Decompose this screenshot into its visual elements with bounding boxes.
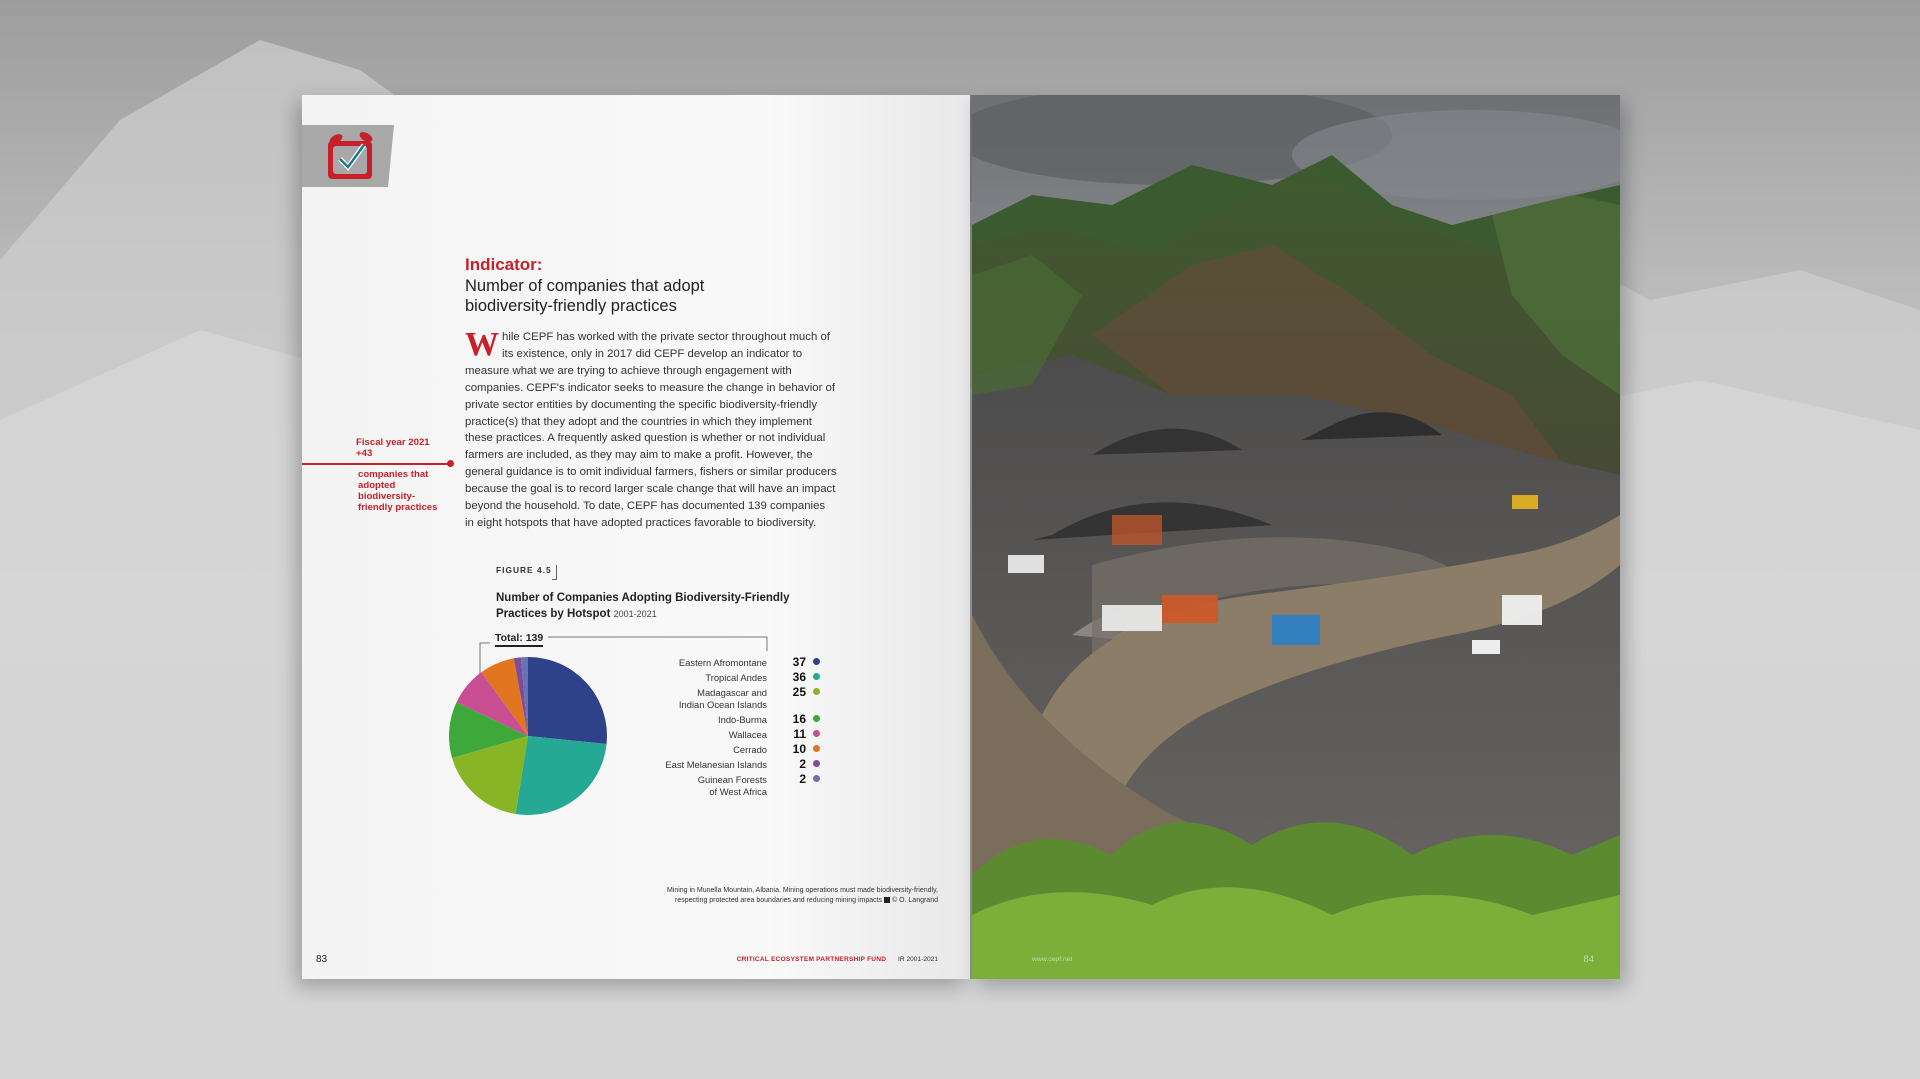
- footer-report: IR 2001-2021: [898, 956, 938, 963]
- legend-label: Eastern Afromontane: [678, 657, 767, 668]
- legend-label: Indo-Burma: [718, 714, 767, 725]
- legend-item: [620, 712, 820, 727]
- legend-value: 2: [799, 772, 806, 786]
- side-note-dot: [447, 460, 454, 467]
- legend-label-line2: Indian Ocean Islands: [678, 699, 767, 710]
- legend-item: [620, 727, 820, 742]
- side-note-year: Fiscal year 2021: [356, 437, 430, 448]
- legend-value: 16: [792, 712, 806, 726]
- legend-value: 11: [793, 727, 806, 741]
- body-text: hile CEPF has worked with the private sector throughout much of its existence, only in 2017 did CEPF develop an indicator to measure what we are trying to achieve through engagement with companies. CEPF's indicator seeks to measure the change in behavior of private sector entities by documenting the specific biodiversity-friendly practice(s) that they adopt and the countries in which they implement these practices. A frequently asked question is whether or not individual farmers are included, as they may aim to make a profit. However, the general guidance is to omit individual farmers, fishers or similar producers because the goal is to record larger scale change that will have an impact beyond the household. To date, CEPF has documented 139 companies in eight hotspots that have adopted practices favorable to biodiversity.: [465, 331, 837, 529]
- legend-item: [620, 670, 820, 685]
- left-page: [302, 95, 970, 979]
- chart-bracket-right: [548, 637, 767, 651]
- legend-value: 36: [792, 670, 806, 684]
- legend-label: Wallacea: [728, 729, 767, 740]
- legend-label-line2: of West Africa: [709, 786, 767, 797]
- legend-label: Tropical Andes: [705, 672, 767, 683]
- legend-label: Cerrado: [733, 744, 767, 755]
- pie-slice: [514, 657, 528, 736]
- photo-caption: [578, 886, 938, 906]
- legend-label-line1: Guinean Forests: [697, 774, 767, 785]
- square-icon: [884, 897, 890, 903]
- page-footer: [737, 956, 938, 963]
- page-number-left: 83: [316, 954, 328, 965]
- chart-legend: [620, 655, 820, 799]
- side-note-desc: companies that adopted biodiversity-friendly practices: [358, 469, 438, 513]
- figure-title: [496, 591, 796, 622]
- legend-item: [620, 757, 820, 772]
- pie-slices: [449, 657, 607, 815]
- legend-dot: [813, 673, 820, 680]
- caption-line2-text: respecting protected area boundaries and reducing mining impacts: [675, 897, 883, 904]
- indicator-title: Number of companies that adopt biodiversity-friendly practices: [465, 277, 705, 315]
- pie-slice: [521, 657, 528, 736]
- legend-label-line1: Madagascar and: [697, 687, 767, 698]
- legend-value: 37: [792, 655, 806, 669]
- legend-dot: [813, 745, 820, 752]
- cepf-logo-tab: [302, 125, 394, 187]
- chart-bracket: [480, 643, 490, 707]
- side-note-rule: [302, 463, 450, 465]
- side-note: [356, 437, 446, 513]
- pie-slice: [457, 672, 528, 736]
- mining-landscape-photo: [972, 95, 1620, 979]
- right-page-photo: [972, 95, 1620, 979]
- chart-total: Total: 139: [495, 632, 543, 647]
- pie-slice: [528, 657, 607, 744]
- legend-value: 25: [792, 685, 806, 699]
- body-paragraph: [465, 326, 837, 532]
- pie-slice: [516, 736, 607, 815]
- legend-dot: [813, 658, 820, 665]
- legend-item: [620, 655, 820, 670]
- right-page-footer: www.cepf.net: [1032, 956, 1073, 963]
- footer-org: CRITICAL ECOSYSTEM PARTNERSHIP FUND: [736, 956, 887, 963]
- figure-title-text: Number of Companies Adopting Biodiversity-Friendly Practices by Hotspot: [496, 592, 790, 620]
- legend-value: 10: [792, 742, 806, 756]
- legend-item: [620, 772, 820, 799]
- legend-label: East Melanesian Islands: [665, 759, 767, 770]
- legend-dot: [813, 775, 820, 782]
- legend-item: [620, 685, 820, 712]
- pie-slice: [481, 658, 528, 736]
- pie-chart: [302, 95, 970, 979]
- legend-label: [698, 774, 767, 798]
- caption-line1: Mining in Munella Mountain, Albania. Mining operations must made biodiversity-friendly,: [666, 887, 938, 894]
- indicator-label: Indicator:: [465, 255, 543, 274]
- caption-line2: [578, 896, 938, 906]
- side-note-value: +43: [356, 448, 373, 459]
- legend-label: [679, 687, 767, 711]
- figure-label: FIGURE 4.5: [496, 565, 552, 575]
- drop-cap: W: [465, 326, 499, 363]
- figure-label-bracket: [552, 565, 557, 580]
- legend-value: 2: [799, 757, 806, 771]
- legend-dot: [813, 688, 820, 695]
- pie-slice: [452, 736, 528, 814]
- pie-slice: [449, 702, 528, 758]
- page-number-right: 84: [1583, 954, 1594, 965]
- legend-dot: [813, 715, 820, 722]
- figure-years: 2001-2021: [613, 608, 657, 619]
- caption-credit: © O. Langrand: [891, 897, 938, 904]
- legend-dot: [813, 730, 820, 737]
- legend-dot: [813, 760, 820, 767]
- legend-item: [620, 742, 820, 757]
